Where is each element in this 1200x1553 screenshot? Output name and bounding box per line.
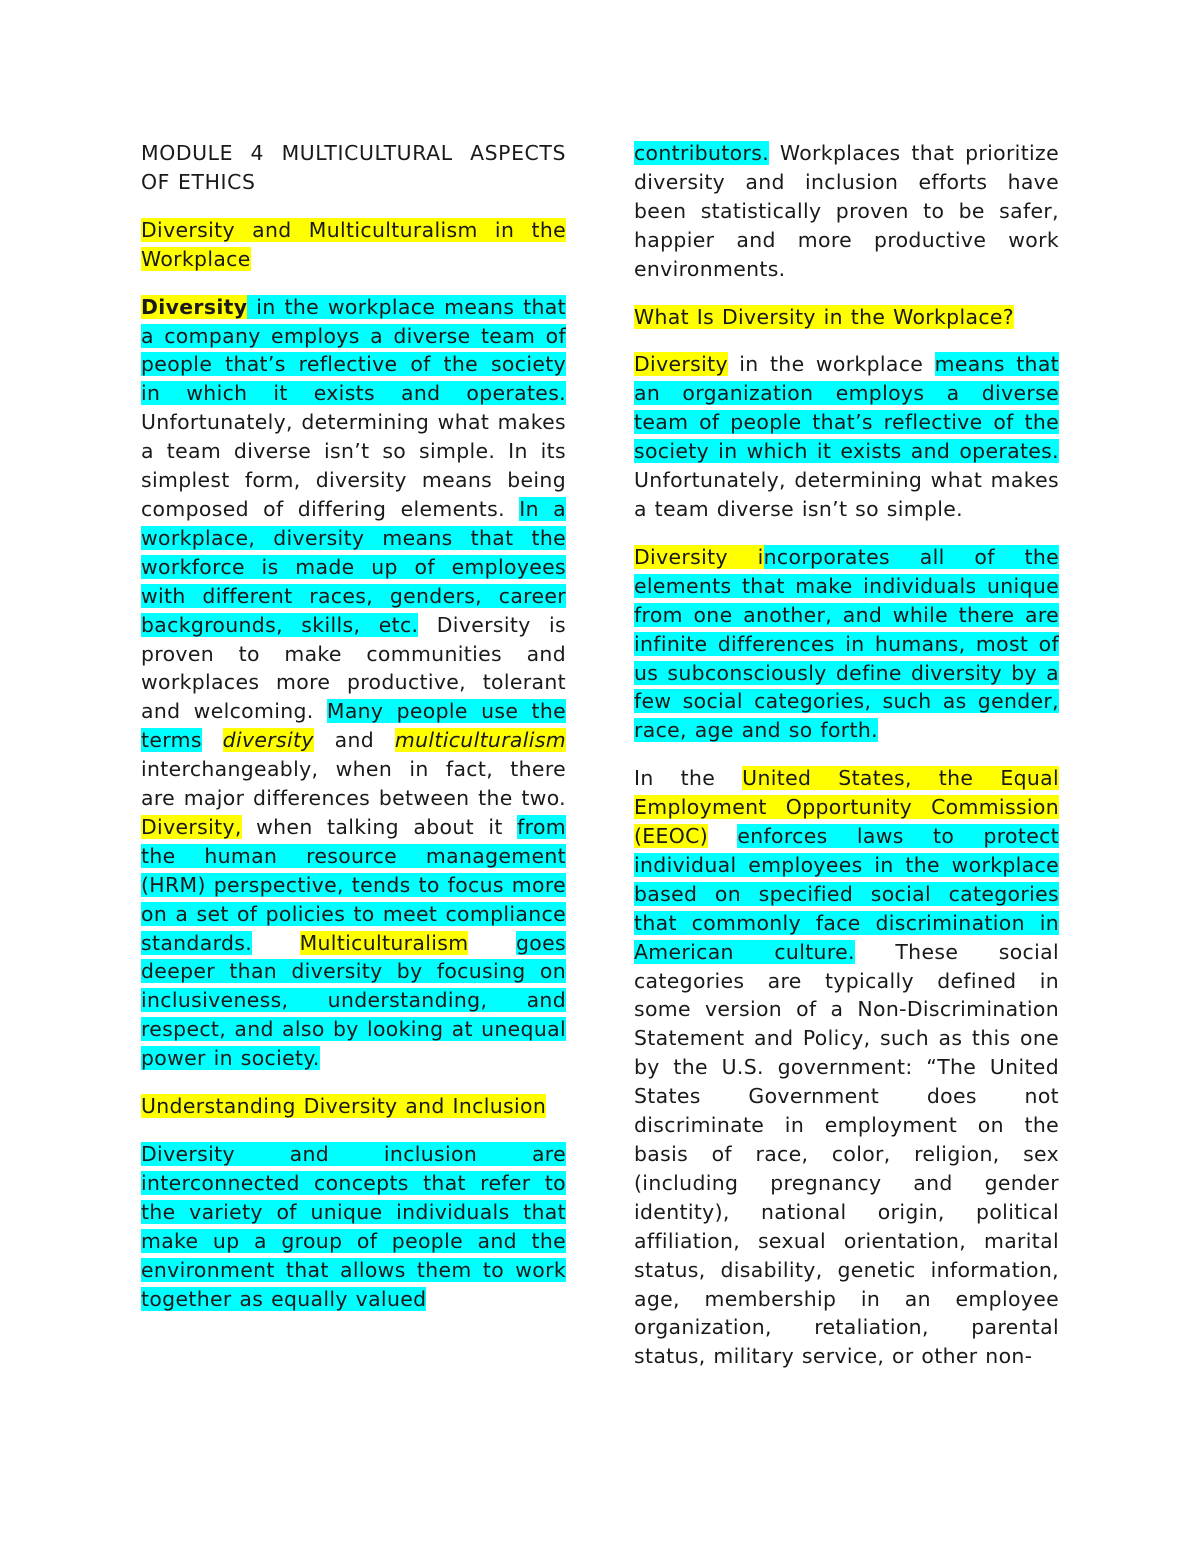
- left-column: [141, 139, 566, 1332]
- highlighted-term: Diversity and Multiculturalism in the Workplace: [141, 217, 566, 271]
- paragraph: [141, 293, 566, 1073]
- highlighted-passage: Diversity and inclusion are interconnected concepts that refer to the variety of unique individuals that make up a group of people and the environment that allows them to work together as equally valued: [141, 1142, 566, 1311]
- highlighted-term: Diversity: [634, 352, 728, 377]
- text-run: when talking about it: [241, 814, 518, 839]
- paragraph: [634, 543, 1059, 745]
- text-run: Unfortunately, determining what makes a team diverse isn’t so simple.: [634, 468, 1059, 521]
- paragraph: [634, 139, 1059, 284]
- highlighted-term: Diversity,: [141, 814, 242, 839]
- text-run: in the workplace: [727, 352, 935, 377]
- text-run: Workplaces that prioritize diversity and inclusion efforts have been statistically proven to be safer, happier and more productive work environments.: [634, 141, 1059, 281]
- text-run: These social categories are typically defined in some version of a Non-Discrimination Statement and Policy, such as this one by the U.S. government: “The United States Government does not discriminate in employment on the basis of race, color, religion, sex (including pregnancy and gender identity), national origin, political affiliation, sexual orientation, marital status, disability, genetic information, age, membership in an employee organization, retaliation, parental status, military service, or other non-: [634, 939, 1059, 1369]
- text-run: In the: [634, 766, 743, 791]
- text-run: interchangeably, when in fact, there are major differences between the two.: [141, 757, 566, 811]
- highlighted-term: multiculturalism: [394, 728, 566, 753]
- highlighted-term: Diversity: [141, 294, 248, 319]
- section-heading: [141, 216, 566, 274]
- highlighted-passage: contributors.: [634, 141, 770, 165]
- highlighted-passage: enforces laws to protect individual employees in the workplace based on specified social categories that commonly face discrimination in American culture.: [634, 824, 1059, 964]
- highlighted-term: What Is Diversity in the Workplace?: [634, 304, 1014, 329]
- text-run: and: [313, 728, 395, 753]
- highlighted-passage: in the workplace means that a company employs a diverse team of people that’s reflective of the society in which it exists and operates.: [141, 294, 566, 406]
- text-run: Diversity is proven to make communities and workplaces more productive, tolerant and welcoming.: [141, 612, 567, 724]
- highlighted-passage: goes deeper than diversity by focusing on inclusiveness, understanding, and respect, and also by looking at unequal power in society.: [141, 930, 566, 1071]
- highlighted-term: diversity: [222, 728, 314, 753]
- highlighted-term: Diversity i: [634, 544, 764, 569]
- highlighted-passage: Many people use the terms: [141, 699, 566, 753]
- text-run: [708, 824, 737, 848]
- highlighted-term: United States, the Equal Employment Opportunity Commission (EEOC): [634, 766, 1059, 849]
- text-run: MODULE 4 MULTICULTURAL ASPECTS OF ETHICS: [141, 141, 566, 194]
- right-column: [634, 139, 1059, 1390]
- highlighted-passage: In a workplace, diversity means that the workforce is made up of employees with different races, genders, career backgrounds, skills, etc.: [141, 496, 566, 637]
- paragraph: [141, 1140, 566, 1313]
- highlighted-passage: ncorporates all of the elements that make individuals unique from one another, and while there are infinite differences in humans, most of us subconsciously define diversity by a few social categories, such as gender, race, age and so forth.: [634, 544, 1059, 743]
- highlighted-term: Multiculturalism: [299, 930, 469, 955]
- paragraph: [634, 764, 1059, 1371]
- text-run: [202, 728, 223, 752]
- text-run: [468, 931, 516, 955]
- text-run: Unfortunately, determining what makes a team diverse isn’t so simple. In its simplest form, diversity means being composed of differing elements.: [141, 410, 566, 521]
- section-heading: [141, 1092, 566, 1121]
- highlighted-passage: means that an organization employs a diverse team of people that’s reflective of the society in which it exists and operates.: [634, 352, 1060, 464]
- text-run: [252, 931, 300, 955]
- highlighted-passage: from the human resource management (HRM) perspective, tends to focus more on a set of policies to meet compliance standards.: [141, 814, 566, 955]
- module-title: [141, 139, 566, 197]
- paragraph: [634, 350, 1059, 523]
- highlighted-term: Understanding Diversity and Inclusion: [141, 1094, 547, 1119]
- section-heading: [634, 303, 1059, 332]
